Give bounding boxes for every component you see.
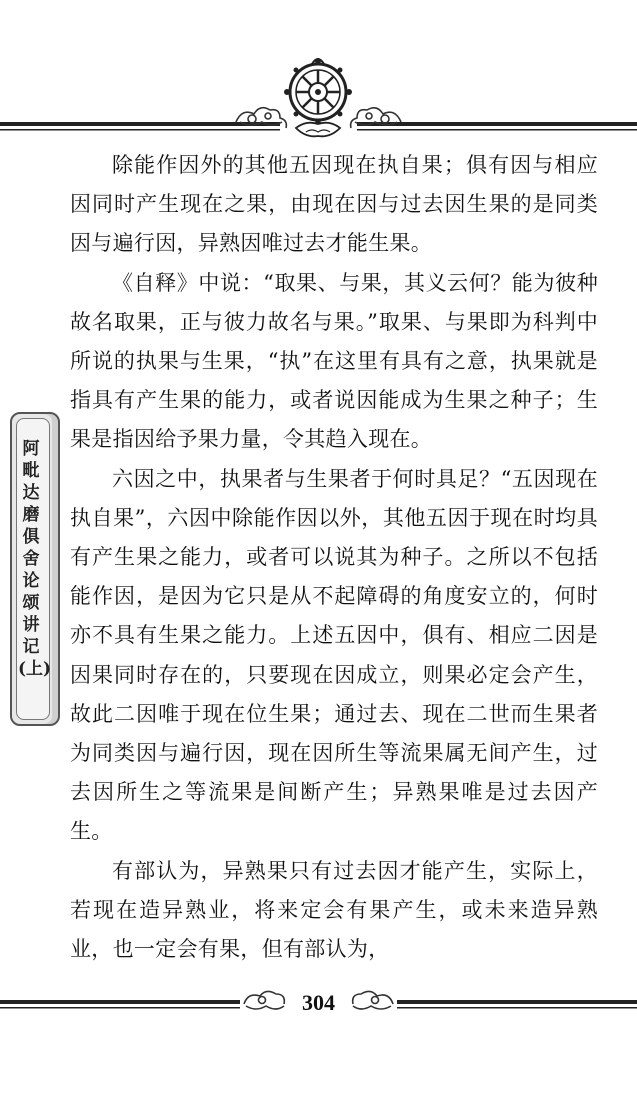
book-title-char: 论	[22, 571, 40, 591]
book-title-char: 阿	[22, 439, 40, 459]
book-title-char: 达	[22, 483, 40, 503]
book-title-char: 颂	[22, 593, 40, 613]
book-title-vertical	[18, 438, 52, 680]
main-body-text	[70, 146, 598, 969]
book-title-char: 讲	[22, 615, 40, 635]
book-title-char: (上)	[18, 659, 52, 679]
book-title-char: 舍	[22, 549, 40, 569]
paragraph: 除能作因外的其他五因现在执自果；俱有因与相应因同时产生现在之果，由现在因与过去因生果的是同类因与遍行因，异熟因唯过去才能生果。	[70, 153, 598, 256]
paragraph: 有部认为，异熟果只有过去因才能产生，实际上，若现在造异熟业，将来定会有果产生，或未来造异熟业，也一定会有果，但有部认为，	[70, 858, 598, 962]
paragraph: 《自释》中说：“取果、与果，其义云何？能为彼种故名取果，正与彼力故名与果。”取果、与果即为科判中所说的执果与生果，“执”在这里有具有之意，执果就是指具有产生果的能力，或者说因能成为生果之种子；生果是指因给予果力量，令其趋入现在。	[70, 270, 598, 452]
page-header	[0, 56, 637, 146]
header-ornament	[0, 56, 637, 146]
book-title-char: 记	[22, 637, 40, 657]
book-title-char: 毗	[22, 461, 40, 481]
book-title-char: 磨	[22, 505, 40, 525]
dharma-wheel-icon	[284, 58, 352, 136]
book-title-char: 俱	[22, 527, 40, 547]
page-number: 304	[302, 990, 335, 1015]
paragraph: 六因之中，执果者与生果者于何时具足？“五因现在执自果”，六因中除能作因以外，其他五因于现在时均具有产生果之能力，或者可以说其为种子。之所以不包括能作因，是因为它只是从不起障碍的角度安立的，何时亦不具有生果之能力。上述五因中，俱有、相应二因是因果同时存在的，只要现在因成立，则果必定会产生，故此二因唯于现在位生果；通过去、现在二世而生果者为同类因与遍行因，现在因所生等流果属无间产生，过去因所生之等流果是间断产生；异熟果唯是过去因产生。	[70, 466, 598, 844]
